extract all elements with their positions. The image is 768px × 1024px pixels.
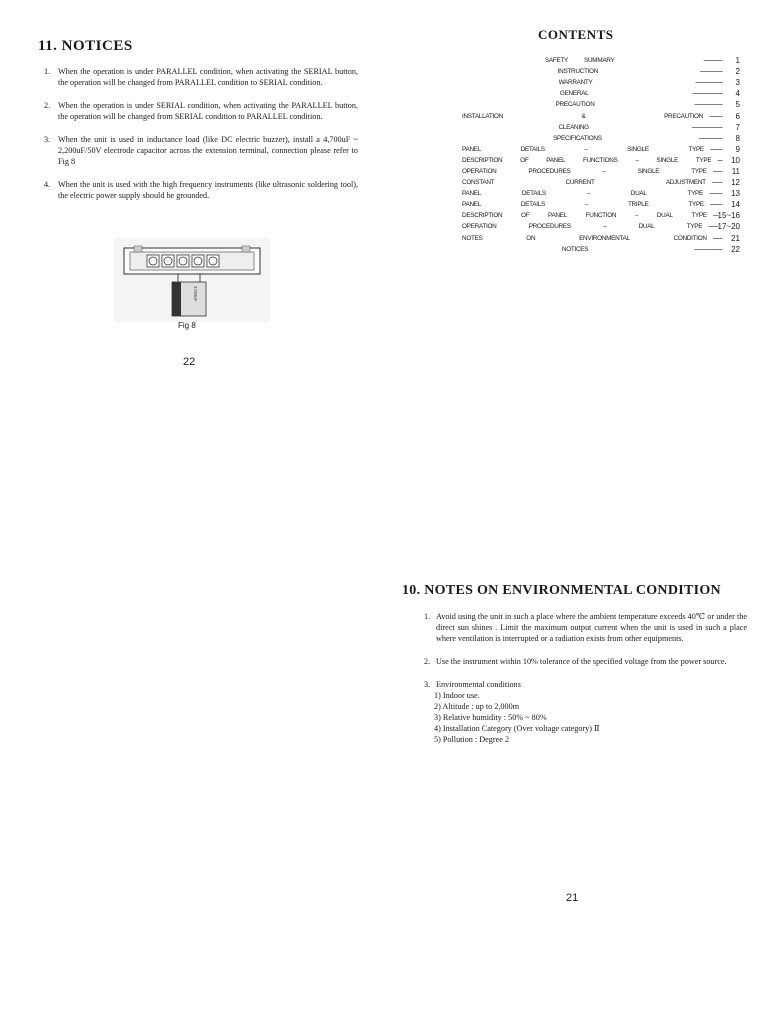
toc-row [462,155,740,166]
toc-entry-word: TYPE [691,167,707,175]
toc-entry-word: OF [520,156,529,164]
terminal-block-figure [114,238,270,322]
toc-page-number: 17~20 [717,222,740,232]
notice-text: When the unit is used with the high frequency instruments (like ultrasonic soldering tool), the electric power supply should be grounded. [58,180,358,200]
toc-page-number: 13 [731,189,740,199]
toc-entry-title [462,212,707,219]
toc-entry-title [462,146,704,153]
toc-leader: ----- [717,156,722,164]
condition-item: 2) Altitude : up to 2,000m [434,702,520,711]
notice-text: When the operation is under PARALLEL condition, when activating the SERIAL button, the operation will be changed from PARALLEL condition to SERIAL condition. [58,67,358,87]
toc-leader: ----------- [711,179,722,187]
toc-row [462,88,740,99]
toc-entry-word: TYPE [686,223,703,231]
toc-entry-word: CONSTANT [462,179,495,187]
toc-entry-word: – [602,167,606,175]
env-note-item [424,656,747,667]
notice-number: 2. [44,101,51,110]
toc-row [462,233,740,244]
toc-entry-word: TYPE [687,190,703,198]
toc-entry-word: SAFETY [544,57,569,65]
notice-text: When the unit is used in inductance load (like DC electric buzzer), install a 4,700uF ~ 2,200uF/50V electrode capacitor across the extension terminal, connection please refer to Fig 8 [58,135,358,166]
toc-page-number: 1 [735,56,740,66]
toc-entry-word: PANEL [546,156,566,164]
environment-notes-list [424,611,747,757]
toc-entry-word: CONDITION [673,234,707,242]
toc-row [462,77,740,88]
toc-entry-title [462,124,685,131]
toc-entry-title [462,223,702,230]
toc-entry-word: DUAL [656,212,673,220]
toc-entry-word: SINGLE [656,156,679,164]
toc-entry-word: DETAILS [520,145,545,153]
toc-leader: -------------- [709,112,722,120]
condition-item: 4) Installation Category (Over voltage category) Ⅱ [434,724,600,733]
toc-entry-title [462,113,703,120]
toc-entry-word: ENVIRONMENTAL [579,234,630,242]
toc-entry-word: PROCEDURES [528,223,571,231]
toc-entry-word: INSTRUCTION [557,68,599,76]
toc-entry-word: – [603,223,607,231]
toc-entry-word: TYPE [695,156,712,164]
toc-entry-word: PRECAUTION [664,112,703,120]
toc-page-number: 6 [735,111,740,121]
toc-row [462,188,740,199]
toc-entry-title [462,68,694,75]
notice-number: 4. [44,180,51,189]
figure-caption: Fig 8 [178,321,196,330]
toc-entry-word: PROCEDURES [528,167,571,175]
toc-page-number: 15~16 [717,211,740,221]
toc-row [462,122,740,133]
toc-entry-word: DESCRIPTION [462,212,503,220]
toc-entry-title [462,135,693,142]
toc-leader: -------------- [709,190,722,198]
toc-row [462,244,740,255]
toc-entry-word: CURRENT [565,179,595,187]
toc-page-number: 12 [731,178,740,188]
toc-leader: ------------------------------ [694,245,722,253]
toc-entry-word: CLEANING [558,123,589,131]
toc-page-number: 3 [735,78,740,88]
env-note-number: 3. [424,680,431,689]
notice-item [44,134,358,167]
notice-number: 1. [44,67,51,76]
toc-leader: ------------------------- [698,134,722,142]
terminal-screws [147,255,219,267]
toc-leader: -------------------------------- [692,90,722,98]
toc-entry-word: GENERAL [559,90,589,98]
toc-row [462,99,740,110]
toc-entry-word: PANEL [462,190,481,198]
toc-entry-word: SINGLE [637,167,660,175]
notice-item [44,66,358,88]
toc-entry-word: OPERATION [462,167,497,175]
toc-entry-word: ON [526,234,536,242]
toc-entry-word: SINGLE [627,145,649,153]
toc-page-number: 9 [735,144,740,154]
toc-page-number: 22 [731,244,740,254]
svg-text:4700uF: 4700uF [193,286,198,302]
toc-entry-title [462,101,688,108]
toc-page-number: 5 [735,100,740,110]
toc-page-number: 21 [731,233,740,243]
condition-item: 5) Pollution : Degree 2 [434,735,510,744]
condition-item: 1) Indoor use. [434,691,480,700]
toc-entry-word: DUAL [630,190,647,198]
toc-entry-title [462,90,686,97]
environmental-heading: 10. NOTES ON ENVIRONMENTAL CONDITION [402,583,721,598]
toc-leader: -------------------- [703,57,722,65]
toc-entry-word: – [584,145,588,153]
toc-page-number: 11 [731,166,740,176]
toc-entry-word: NOTES [462,234,483,242]
toc-entry-word: DESCRIPTION [462,156,503,164]
toc-page-number: 7 [735,122,740,132]
toc-entry-title [462,157,711,164]
toc-leader: ------------- [709,201,722,209]
toc-entry-title [462,235,707,242]
toc-leader: ------------- [709,145,722,153]
toc-row [462,221,740,232]
env-note-text: Use the instrument within 10% tolerance of the specified voltage from the power source. [436,657,727,666]
toc-entry-word: OF [521,212,530,220]
environmental-conditions-list [434,690,747,745]
toc-entry-title [462,168,707,175]
toc-page-number: 4 [735,89,740,99]
page-number: 21 [566,892,579,904]
toc-page-number: 2 [735,67,740,77]
condition-item: 3) Relative humidity : 50% ~ 80% [434,713,547,722]
notice-item [44,100,358,122]
notices-heading: 11. NOTICES [38,38,133,54]
env-note-number: 2. [424,657,431,666]
toc-entry-word: ADJUSTMENT [665,179,706,187]
toc-row [462,133,740,144]
toc-leader: --------------------------------- [691,123,722,131]
env-note-text: Environmental conditions [436,680,521,689]
toc-entry-word: OPERATION [462,223,497,231]
toc-leader: ------------------------ [699,68,722,76]
toc-page-number: 14 [731,200,740,210]
toc-leader: ---------- [708,223,718,231]
env-note-text: Avoid using the unit in such a place where the ambient temperature exceeds 40℃ or under the direct sun shines . Limit the maximum output current when the unit is used in such a place where ventilation is interrupted or a radiation exists from other equipments. [436,612,747,643]
notice-item [44,179,358,201]
toc-leader: ----------------------------- [695,79,722,87]
toc-row [462,166,740,177]
toc-entry-word: TYPE [688,145,704,153]
toc-entry-word: INSTALLATION [462,112,503,120]
toc-entry-word: PANEL [462,145,481,153]
toc-entry-title [462,179,706,186]
toc-entry-word: FUNCTION [585,212,617,220]
toc-entry-word: – [634,212,639,220]
toc-entry-word: DUAL [638,223,655,231]
toc-row [462,199,740,210]
env-note-number: 1. [424,612,431,621]
env-note-item [424,679,747,745]
toc-entry-word: SUMMARY [584,57,615,65]
toc-entry-title [462,190,703,197]
env-note-item [424,611,747,644]
toc-entry-title [462,246,688,253]
page-number: 22 [183,356,196,368]
toc-entry-title [462,201,704,208]
toc-entry-word: TRIPLE [627,201,649,209]
toc-entry-word: PRECAUTION [555,101,595,109]
toc-page-number: 8 [735,133,740,143]
contents-heading: CONTENTS [538,27,614,42]
toc-page-number: 10 [731,155,740,165]
toc-entry-word: – [586,190,590,198]
toc-entry-word: WARRANTY [558,79,593,87]
notice-number: 3. [44,135,51,144]
toc-entry-word: FUNCTIONS [582,156,618,164]
toc-leader: ----- [712,212,718,220]
toc-entry-word: & [581,112,586,120]
notice-text: When the operation is under SERIAL condition, when activating the PARALLEL button, the operation will be changed from SERIAL condition to PARALLEL condition. [58,101,358,121]
toc-entry-word: TYPE [688,201,704,209]
toc-leader: ------------------------------ [694,101,722,109]
toc-entry-word: NOTICES [561,245,589,253]
toc-row [462,66,740,77]
toc-entry-word: PANEL [547,212,567,220]
toc-entry-word: DETAILS [520,201,545,209]
toc-row [462,110,740,121]
toc-entry-word: DETAILS [521,190,546,198]
toc-entry-title [462,57,697,64]
toc-row [462,144,740,155]
toc-row [462,177,740,188]
toc-row [462,55,740,66]
toc-entry-word: – [635,156,639,164]
table-of-contents [462,55,740,255]
toc-entry-word: PANEL [462,201,481,209]
toc-leader: ---------- [712,234,722,242]
notices-list [44,66,358,213]
toc-row [462,210,740,221]
toc-entry-word: SPECIFICATIONS [553,134,602,142]
toc-entry-title [462,79,689,86]
toc-leader: ---------- [712,167,722,175]
toc-entry-word: – [584,201,589,209]
toc-entry-word: TYPE [691,212,707,220]
